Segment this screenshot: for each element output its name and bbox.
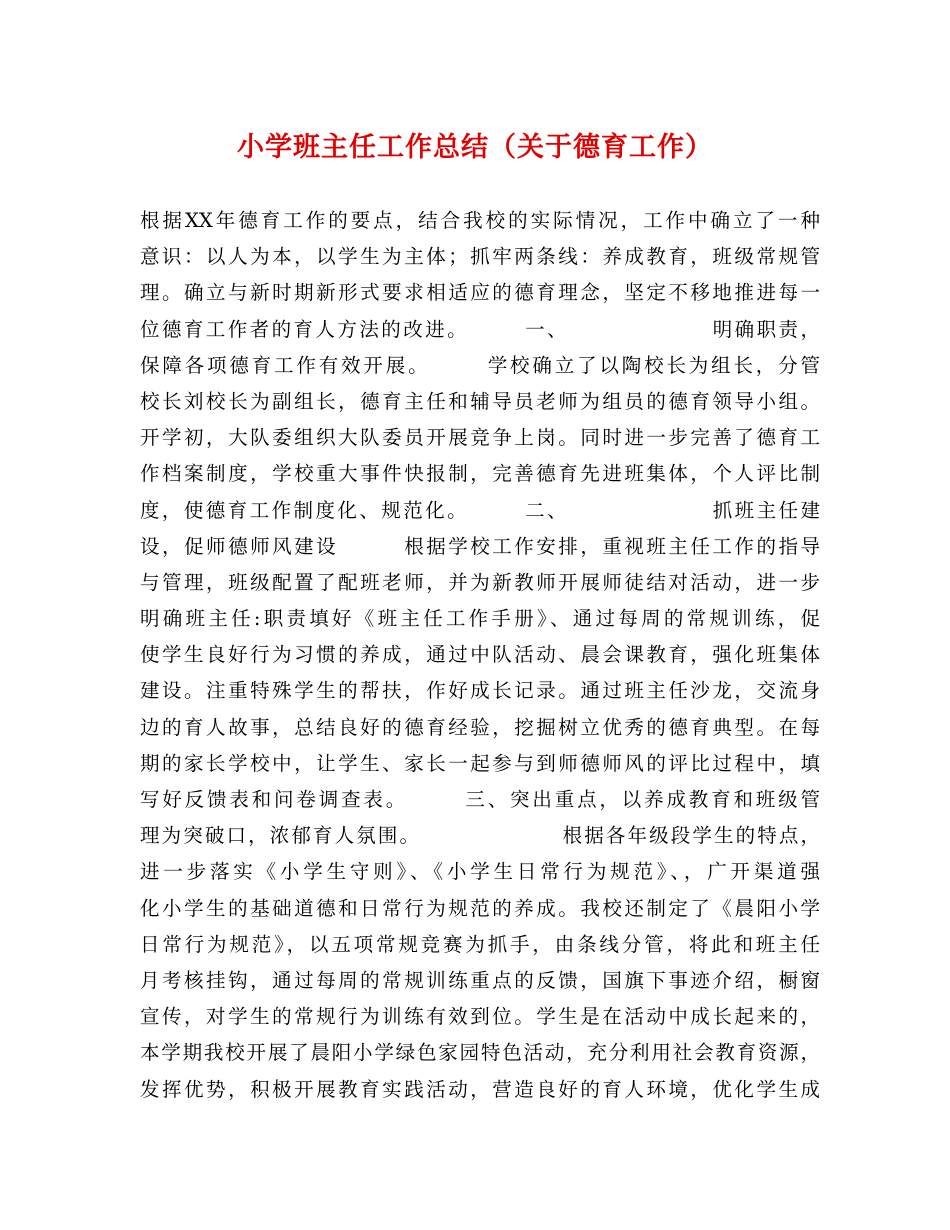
document-title: 小学班主任工作总结（关于德育工作） — [237, 132, 713, 163]
body-line: 开学初，大队委组织大队委员开展竞争上岗。同时进一步完善了德育工 — [140, 426, 820, 450]
body-line: 日常行为规范》，以五项常规竞赛为抓手，由条线分管，将此和班主任 — [140, 932, 820, 956]
body-line: 与管理，班级配置了配班老师，并为新教师开展师徒结对活动，进一步 — [140, 570, 820, 594]
body-line: 发挥优势，积极开展教育实践活动，营造良好的育人环境，优化学生成 — [140, 1077, 820, 1101]
body-line: 明确班主任:职责填好《班主任工作手册》、通过每周的常规训练，促 — [140, 607, 820, 631]
body-line: 宣传，对学生的常规行为训练有效到位。学生是在活动中成长起来的， — [140, 1005, 820, 1029]
body-line: 化小学生的基础道德和日常行为规范的养成。我校还制定了《晨阳小学 — [140, 896, 820, 920]
body-line: 理。确立与新时期新形式要求相适应的德育理念，坚定不移地推进每一 — [140, 281, 820, 305]
body-line: 保障各项德育工作有效开展。 学校确立了以陶校长为组长，分管 — [140, 353, 820, 377]
body-line: 写好反馈表和问卷调查表。 三、突出重点，以养成教育和班级管 — [140, 788, 820, 811]
body-line: 理为突破口，浓郁育人氛围。 根据各年级段学生的特点， — [140, 824, 820, 848]
body-line: 边的育人故事，总结良好的德育经验，挖掘树立优秀的德育典型。在每 — [140, 715, 820, 739]
document-body — [140, 203, 820, 1108]
body-line: 月考核挂钩，通过每周的常规训练重点的反馈，国旗下事迹介绍，橱窗 — [140, 968, 820, 992]
body-line: 意识：以人为本，以学生为主体；抓牢两条线：养成教育，班级常规管 — [140, 245, 820, 269]
body-line: 期的家长学校中，让学生、家长一起参与到师德师风的评比过程中，填 — [140, 751, 820, 775]
body-line: 位德育工作者的育人方法的改进。 一、 明确职责， — [140, 317, 820, 341]
body-line: 作档案制度，学校重大事件快报制，完善德育先进班集体，个人评比制 — [140, 462, 820, 486]
body-line: 本学期我校开展了晨阳小学绿色家园特色活动，充分利用社会教育资源， — [140, 1041, 820, 1065]
body-line: 设，促师德师风建设 根据学校工作安排，重视班主任工作的指导 — [140, 534, 820, 558]
body-line: 根据XX年德育工作的要点，结合我校的实际情况，工作中确立了一种 — [140, 209, 820, 232]
body-line: 校长刘校长为副组长，德育主任和辅导员老师为组员的德育领导小组。 — [140, 389, 820, 413]
body-line: 使学生良好行为习惯的养成，通过中队活动、晨会课教育，强化班集体 — [140, 643, 820, 667]
body-line: 度，使德育工作制度化、规范化。 二、 抓班主任建 — [140, 498, 820, 522]
body-line: 进一步落实《小学生守则》、《小学生日常行为规范》、，广开渠道强 — [140, 860, 820, 884]
body-line: 建设。注重特殊学生的帮扶，作好成长记录。通过班主任沙龙，交流身 — [140, 679, 820, 703]
